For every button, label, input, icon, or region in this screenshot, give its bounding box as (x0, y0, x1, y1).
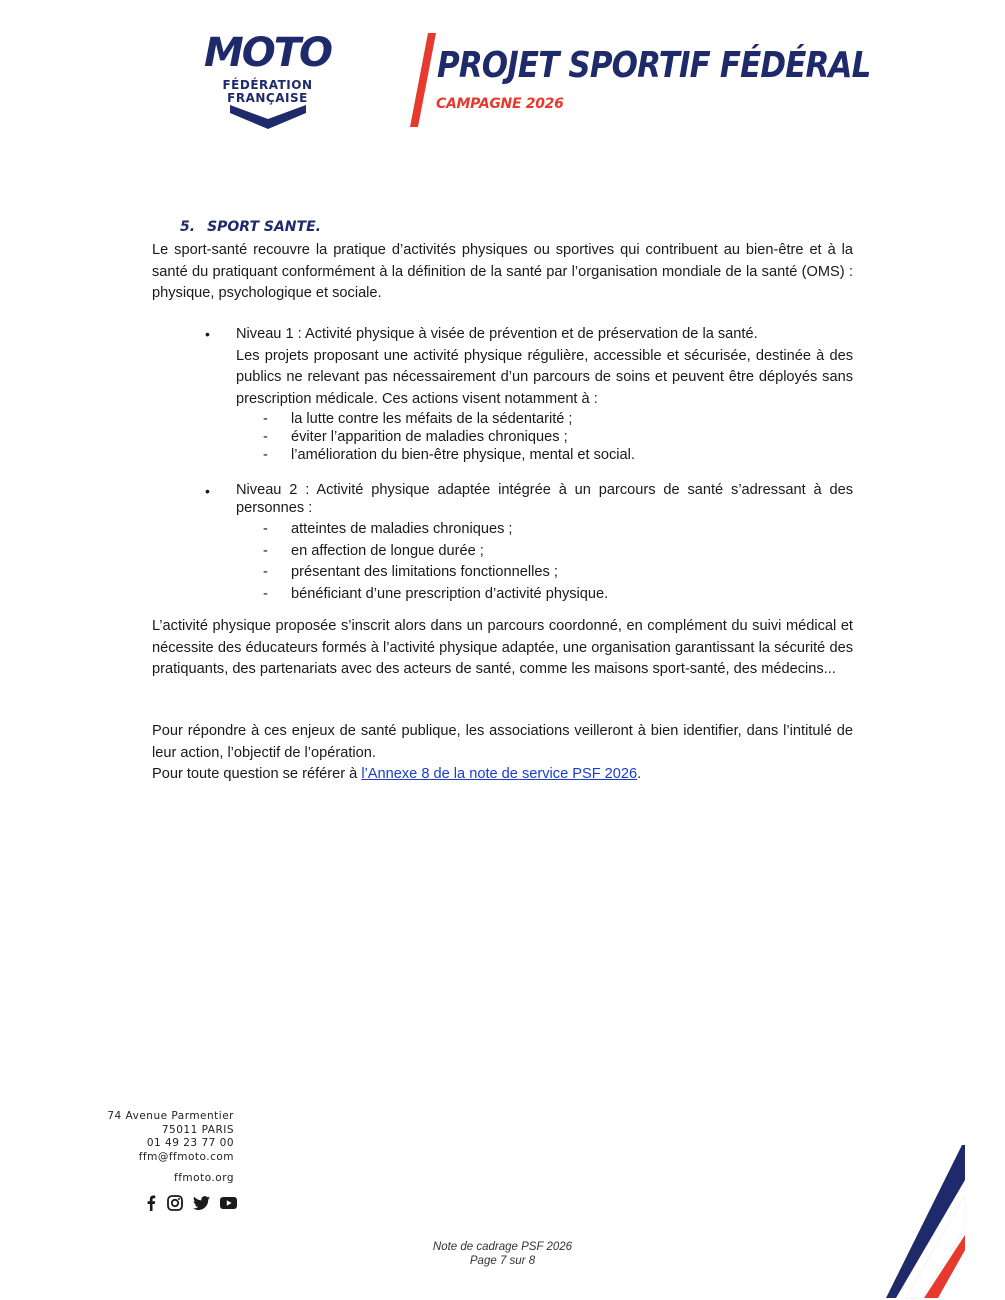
level-1-text: Les projets proposant une activité physique régulière, accessible et sécurisée, destinée à des publics ne relevant pas nécessairement d’un parcours de soins et peuvent être déployés sans prescription médicale. Ces actions visent notamment à : (236, 347, 853, 407)
bullet-icon: • (205, 483, 210, 499)
list-item: - présentant des limitations fonctionnelles ; (236, 562, 853, 584)
coordination-paragraph: L’activité physique proposée s’inscrit alors dans un parcours coordonné, en complément du suivi médical et nécessite des éducateurs formés à l’activité physique adaptée, une organisation garantissant la sécurité des pratiquants, des partenariats avec des acteurs de santé, comme les maisons sport-santé, des médecins... (152, 618, 853, 677)
footer-address (107, 1110, 234, 1186)
email-address[interactable]: ffm@ffmoto.com (138, 1150, 234, 1163)
twitter-icon[interactable] (193, 1196, 210, 1210)
logo-line-federation: FÉDÉRATION (222, 78, 313, 92)
reference-paragraph (152, 764, 853, 786)
reference-suffix: . (637, 766, 642, 782)
public-health-paragraph: Pour répondre à ces enjeux de santé publique, les associations veilleront à bien identifier, dans l’intitulé de leur action, l’objectif de l’opération. (152, 723, 853, 761)
level-2-block (205, 481, 853, 605)
level-1-list (236, 410, 853, 464)
level-1-block (205, 324, 853, 464)
section-title: SPORT SANTE. (207, 219, 321, 235)
level-2-list (236, 519, 853, 605)
annexe-link[interactable]: l’Annexe 8 de la note de service PSF 2026 (361, 766, 638, 782)
level-2-heading: Niveau 2 : Activité physique adaptée intégrée à un parcours de santé s’adressant à des personnes : (236, 482, 853, 516)
list-item: - atteintes de maladies chroniques ; (236, 519, 853, 541)
phone-number: 01 49 23 77 00 (146, 1137, 234, 1149)
instagram-icon[interactable] (167, 1195, 183, 1211)
social-links (145, 1195, 237, 1211)
page-number: Page 7 sur 8 (469, 1255, 536, 1267)
list-item: - la lutte contre les méfaits de la sédentarité ; (236, 410, 853, 428)
website-link[interactable]: ffmoto.org (174, 1172, 234, 1184)
logo-chevron-icon (230, 105, 306, 129)
level-1-heading: Niveau 1 : Activité physique à visée de prévention et de préservation de la santé. (236, 326, 758, 342)
list-item: - éviter l’apparition de maladies chroniques ; (236, 428, 853, 446)
logo-line-francaise: FRANÇAISE (227, 91, 308, 105)
red-slash-icon (410, 33, 440, 129)
logo-wordmark: MOTO (203, 30, 332, 76)
ffm-logo (200, 30, 335, 130)
bullet-icon: • (205, 326, 210, 342)
list-item: - en affection de longue durée ; (236, 541, 853, 563)
youtube-icon[interactable] (220, 1197, 237, 1209)
reference-prefix: Pour toute question se référer à (152, 766, 362, 782)
page-title: PROJET SPORTIF FÉDÉRAL (437, 45, 871, 86)
intro-paragraph: Le sport-santé recouvre la pratique d’activités physiques ou sportives qui contribuent au bien-être et à la santé du pratiquant conformément à la définition de la santé par l’organisation mondiale de la santé (OMS) : physique, psychologique et sociale. (152, 242, 853, 301)
list-item: - l’amélioration du bien-être physique, mental et social. (236, 446, 853, 464)
section-heading (180, 219, 321, 235)
campaign-label: CAMPAGNE 2026 (436, 96, 564, 112)
facebook-icon[interactable] (145, 1195, 157, 1211)
tricolor-stripes-icon (880, 1140, 965, 1300)
document-title: Note de cadrage PSF 2026 (432, 1241, 573, 1253)
address-city: 75011 PARIS (161, 1123, 234, 1136)
footer-note (350, 1240, 655, 1268)
list-item: - bénéficiant d’une prescription d’activité physique. (236, 584, 853, 606)
section-number: 5. (180, 219, 196, 235)
address-street: 74 Avenue Parmentier (107, 1110, 234, 1122)
